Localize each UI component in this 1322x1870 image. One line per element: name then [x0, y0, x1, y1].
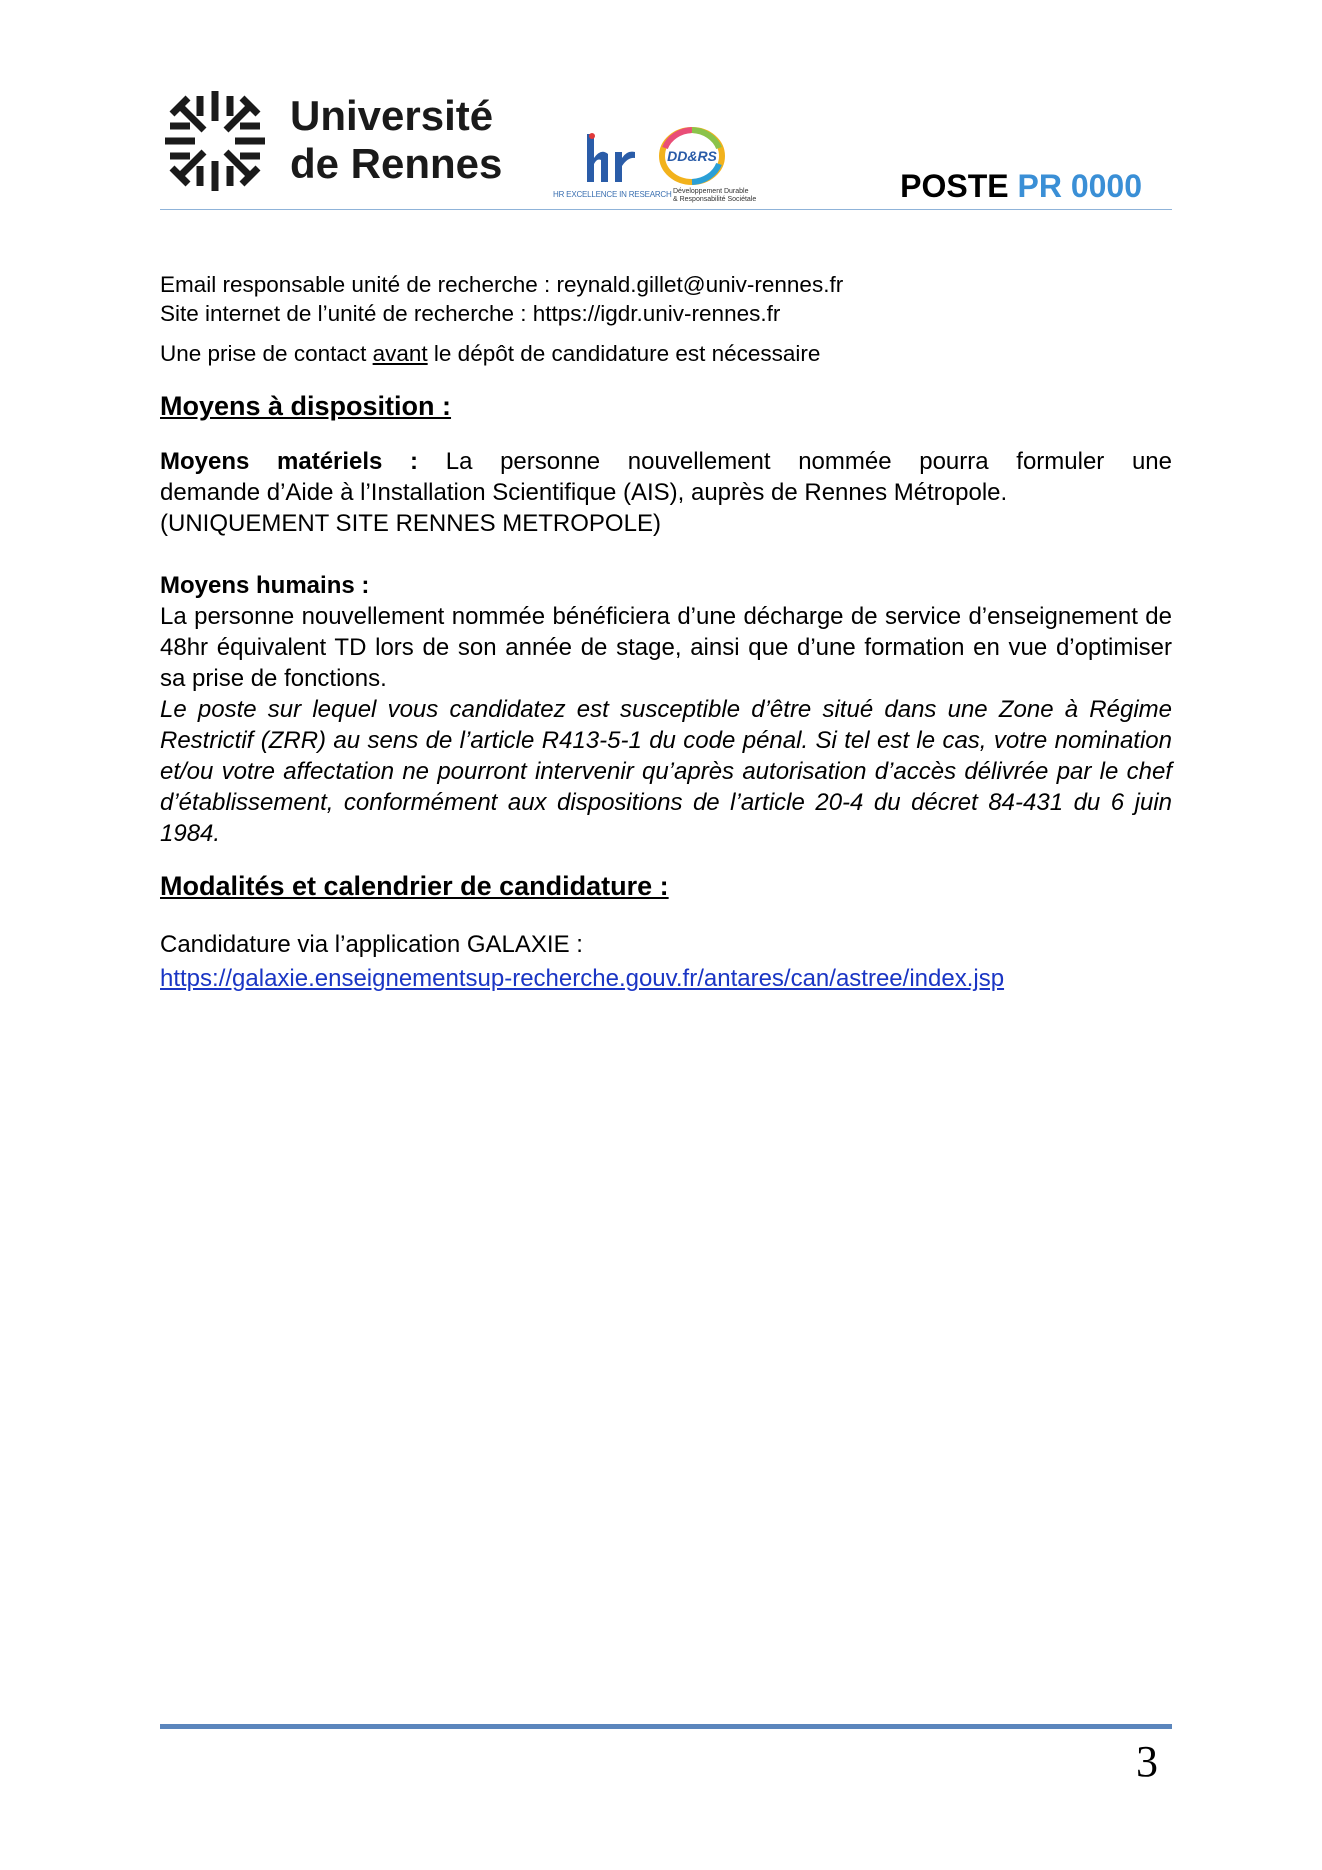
modalites-text: Candidature via l’application GALAXIE : — [160, 931, 583, 958]
moyens-materiels-label: Moyens matériels : — [160, 448, 419, 475]
modalites-link-wrapper — [160, 963, 1172, 994]
ddrs-ring-icon — [657, 126, 727, 186]
hr-excellence-logo — [553, 126, 672, 206]
university-logo — [160, 86, 530, 196]
ddrs-caption — [673, 188, 756, 204]
ddrs-logo — [655, 126, 771, 206]
university-name — [290, 92, 502, 188]
university-star-logo-icon — [160, 86, 270, 196]
contact-site-line: Site internet de l’unité de recherche : https://igdr.univ-rennes.fr — [160, 301, 781, 326]
ddrs-logo-text: DD&RS — [667, 148, 717, 164]
moyens-humains-label: Moyens humains : — [160, 572, 370, 599]
contact-notice-underlined: avant — [372, 341, 428, 366]
footer-divider — [160, 1724, 1172, 1729]
contact-notice — [160, 339, 1172, 368]
modalites-heading: Modalités et calendrier de candidature : — [160, 871, 669, 901]
poste-label: POSTE — [900, 168, 1009, 204]
page-number: 3 — [1136, 1737, 1158, 1786]
contact-notice-after: le dépôt de candidature est nécessaire — [427, 341, 821, 366]
moyens-materiels-line2: demande d’Aide à l’Installation Scientifique (AIS), auprès de Rennes Métropole. — [160, 479, 1008, 506]
ddrs-caption-line2: & Responsabilité Sociétale — [673, 196, 757, 203]
zrr-notice: Le poste sur lequel vous candidatez est susceptible d’être situé dans une Zone à Régime Restrictif (ZRR) au sens de l’article R413-5-1 du code pénal. Si tel est le cas, votre nomination et/ou votre affectation ne pourront intervenir qu’après autorisation d’accès délivrée par le chef d’établissement, conformément aux dispositions de l’article 20-4 du décret 84-431 du 6 juin 1984. — [160, 696, 1172, 847]
galaxie-link[interactable]: https://galaxie.enseignementsup-recherche.gouv.fr/antares/can/astree/index.jsp — [160, 965, 1005, 992]
moyens-materiels-line1-text: La personne nouvellement nommée pourra formuler une — [445, 448, 1172, 475]
poste-title — [900, 168, 1142, 205]
university-name-line2: de Rennes — [290, 140, 503, 187]
moyens-materiels-line3: (UNIQUEMENT SITE RENNES METROPOLE) — [160, 510, 661, 537]
moyens-materiels-line1 — [160, 446, 1172, 477]
contact-email-line: Email responsable unité de recherche : reynald.gillet@univ-rennes.fr — [160, 272, 844, 297]
hr-tagline: HR EXCELLENCE IN RESEARCH — [553, 190, 672, 199]
moyens-humains-text: La personne nouvellement nommée bénéficiera d’une décharge de service d’enseignement de 48hr équivalent TD lors de son année de stage, ainsi que d’une formation en vue d’optimiser sa prise de fonctions. — [160, 603, 1172, 692]
poste-code: PR 0000 — [1017, 168, 1142, 204]
moyens-materiels — [160, 446, 1172, 539]
contact-block — [160, 270, 1172, 328]
contact-notice-before: Une prise de contact — [160, 341, 373, 366]
moyens-heading: Moyens à disposition : — [160, 391, 452, 421]
hr-logo-icon — [583, 130, 637, 186]
university-name-line1: Université — [290, 92, 494, 139]
ddrs-caption-line1: Développement Durable — [673, 188, 749, 195]
header-divider — [160, 209, 1172, 210]
